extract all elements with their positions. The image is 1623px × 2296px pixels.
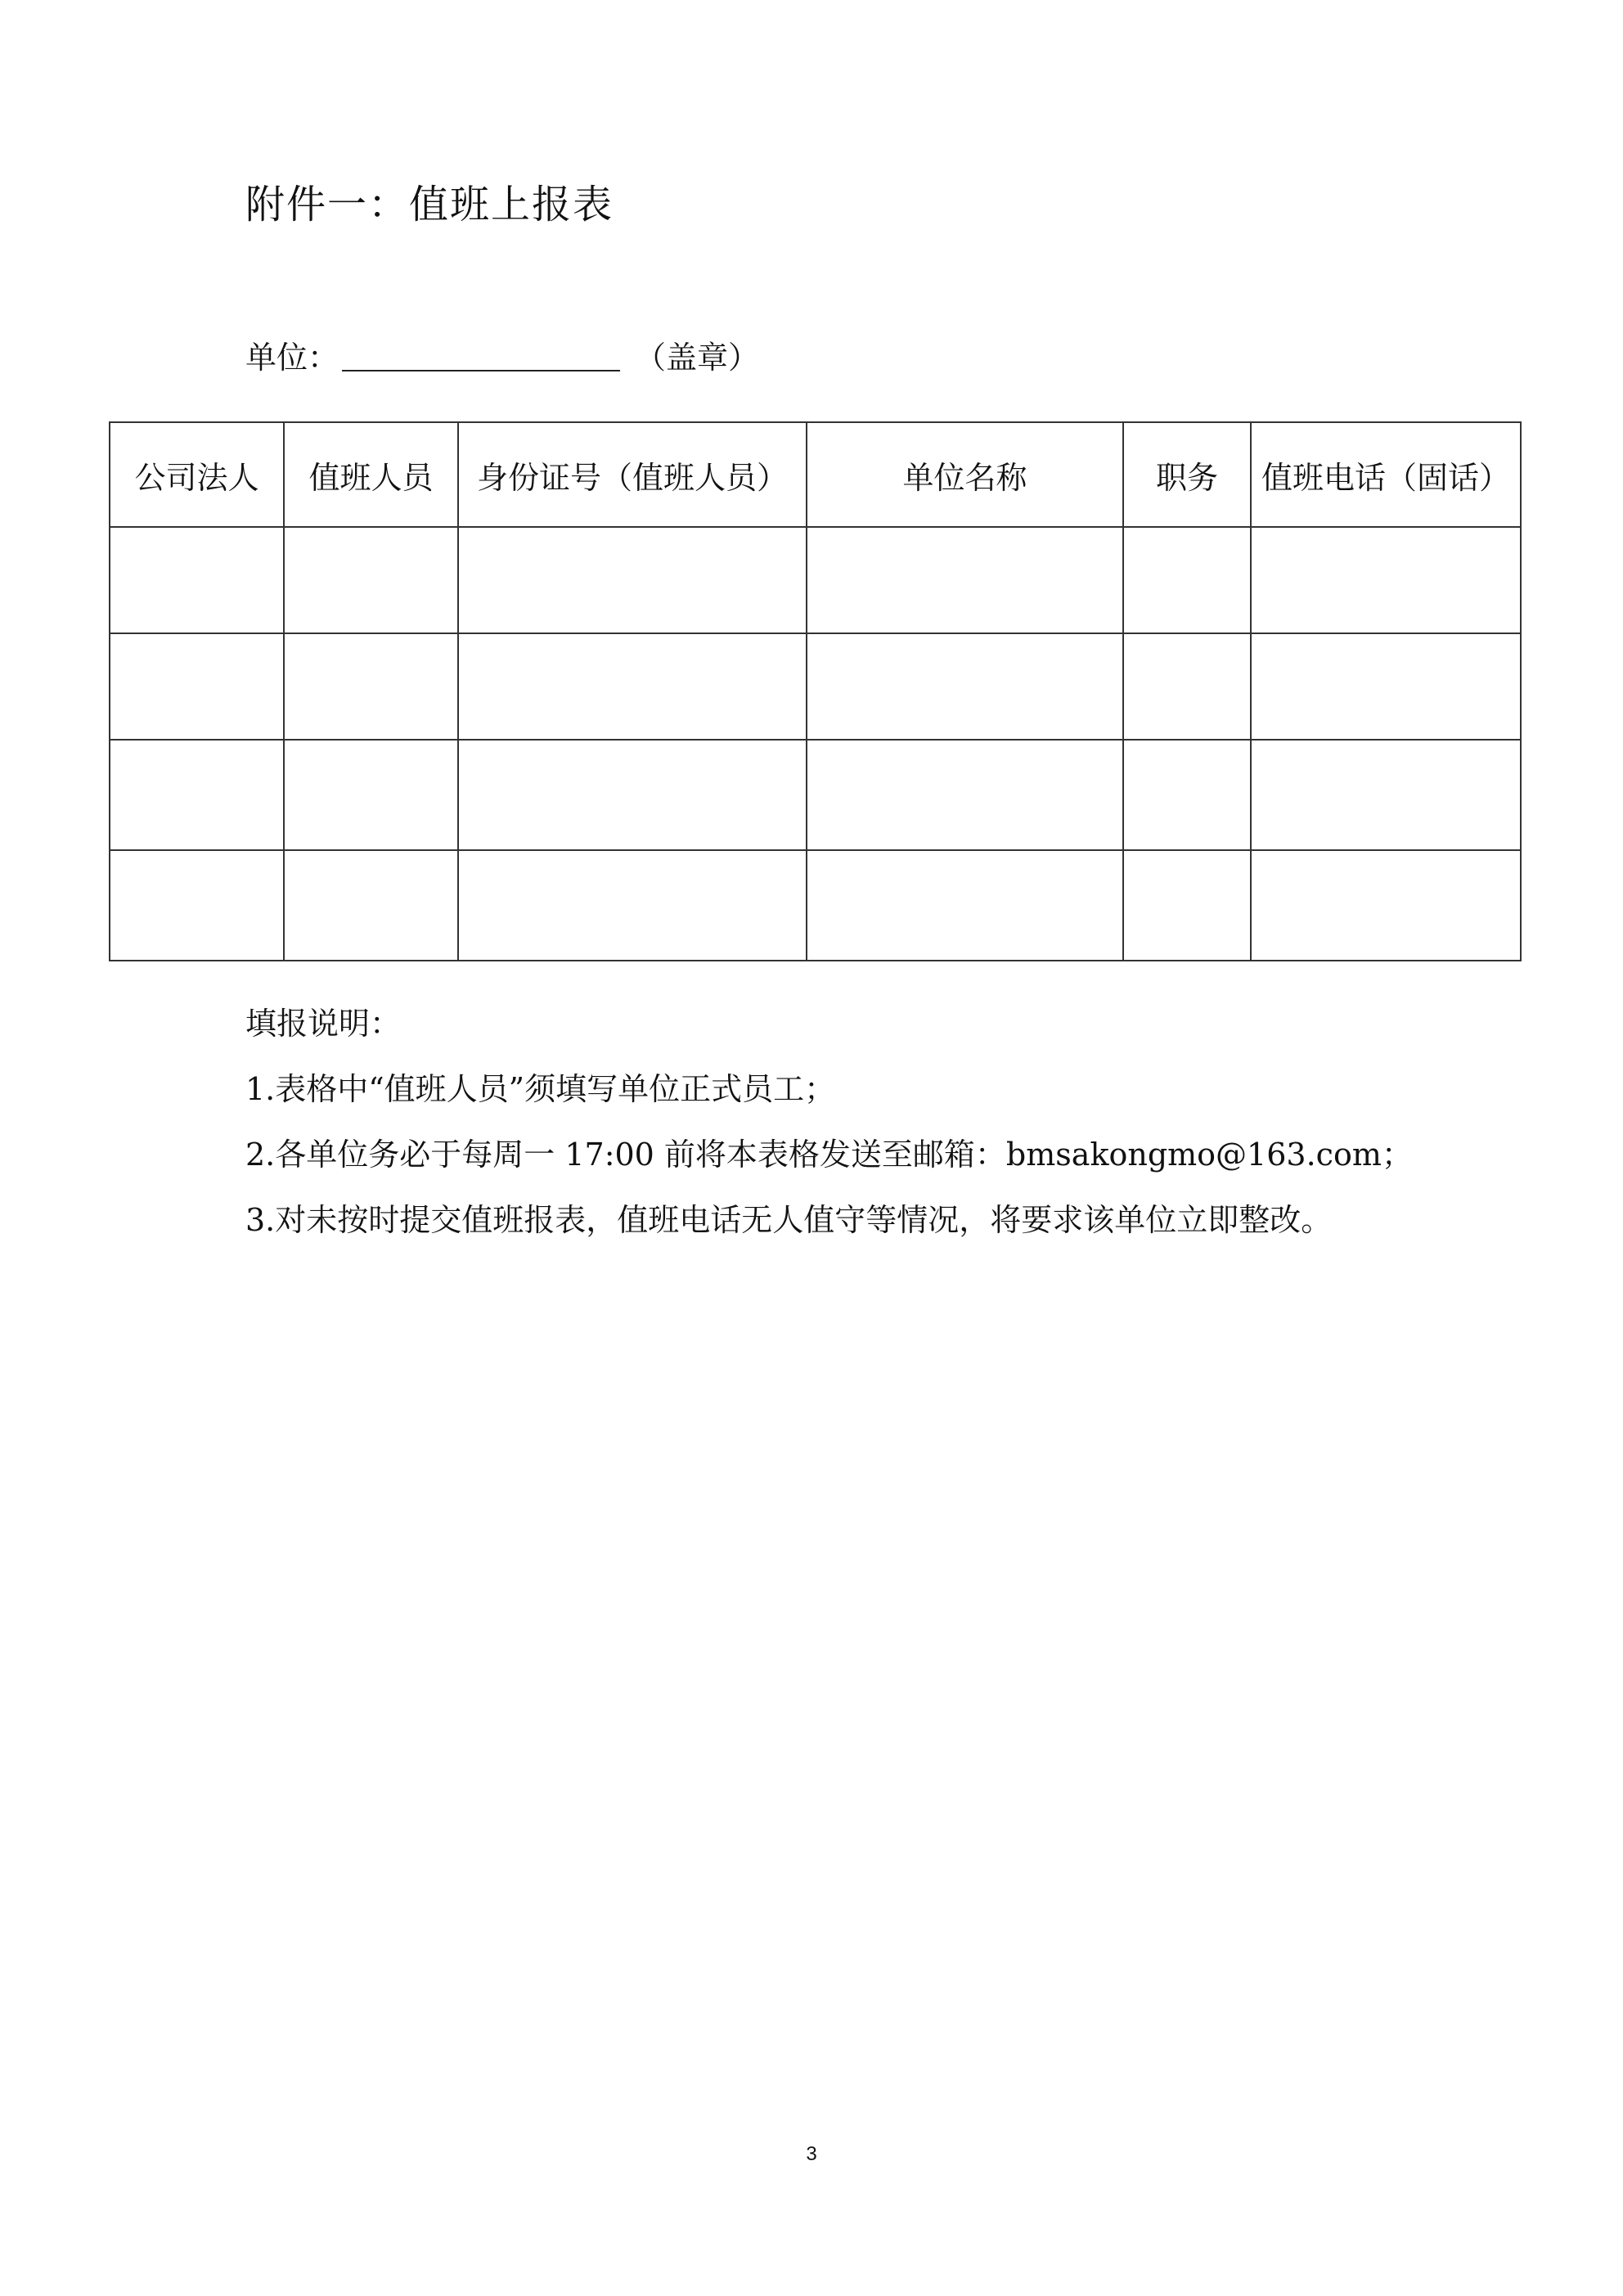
column-header-unit-name: 单位名称 <box>807 422 1123 527</box>
table-cell[interactable] <box>807 850 1123 961</box>
table-cell[interactable] <box>1251 740 1521 850</box>
table-cell[interactable] <box>110 850 284 961</box>
seal-label: （盖章） <box>635 340 760 376</box>
table-cell[interactable] <box>1123 740 1251 850</box>
table-header-row <box>110 422 1521 527</box>
table-cell[interactable] <box>807 740 1123 850</box>
table-row <box>110 740 1521 850</box>
column-header-position: 职务 <box>1123 422 1251 527</box>
table-cell[interactable] <box>1123 527 1251 633</box>
table-cell[interactable] <box>458 740 807 850</box>
table-cell[interactable] <box>1251 527 1521 633</box>
table-cell[interactable] <box>284 633 458 740</box>
unit-line <box>245 335 759 380</box>
table-cell[interactable] <box>1251 633 1521 740</box>
table-cell[interactable] <box>1123 850 1251 961</box>
instruction-item: 1.表格中“值班人员”须填写单位正式员工； <box>245 1071 836 1107</box>
instruction-item: 2.各单位务必于每周一 17:00 前将本表格发送至邮箱：bmsakongmo@163.com； <box>245 1137 1413 1173</box>
table-cell[interactable] <box>458 633 807 740</box>
column-header-legal-person: 公司法人 <box>110 422 284 527</box>
table-row <box>110 850 1521 961</box>
table-cell[interactable] <box>807 527 1123 633</box>
page-number: 3 <box>806 2143 817 2165</box>
table-cell[interactable] <box>807 633 1123 740</box>
table-cell[interactable] <box>284 527 458 633</box>
table-row <box>110 527 1521 633</box>
instructions-heading: 填报说明： <box>245 1006 402 1042</box>
column-header-duty-phone: 值班电话（固话） <box>1251 422 1521 527</box>
table-cell[interactable] <box>110 633 284 740</box>
column-header-id-number: 身份证号（值班人员） <box>458 422 807 527</box>
table-row <box>110 633 1521 740</box>
page-title: 附件一：值班上报表 <box>245 182 614 227</box>
duty-report-table <box>109 421 1522 961</box>
table-cell[interactable] <box>458 850 807 961</box>
table-cell[interactable] <box>284 740 458 850</box>
table-cell[interactable] <box>110 740 284 850</box>
table-cell[interactable] <box>1251 850 1521 961</box>
instruction-item: 3.对未按时提交值班报表，值班电话无人值守等情况，将要求该单位立即整改。 <box>245 1202 1333 1238</box>
table-cell[interactable] <box>1123 633 1251 740</box>
table-cell[interactable] <box>284 850 458 961</box>
unit-label: 单位： <box>245 340 339 376</box>
table-cell[interactable] <box>110 527 284 633</box>
column-header-duty-staff: 值班人员 <box>284 422 458 527</box>
unit-blank <box>342 335 620 371</box>
table-cell[interactable] <box>458 527 807 633</box>
filling-instructions <box>245 1002 1413 1263</box>
